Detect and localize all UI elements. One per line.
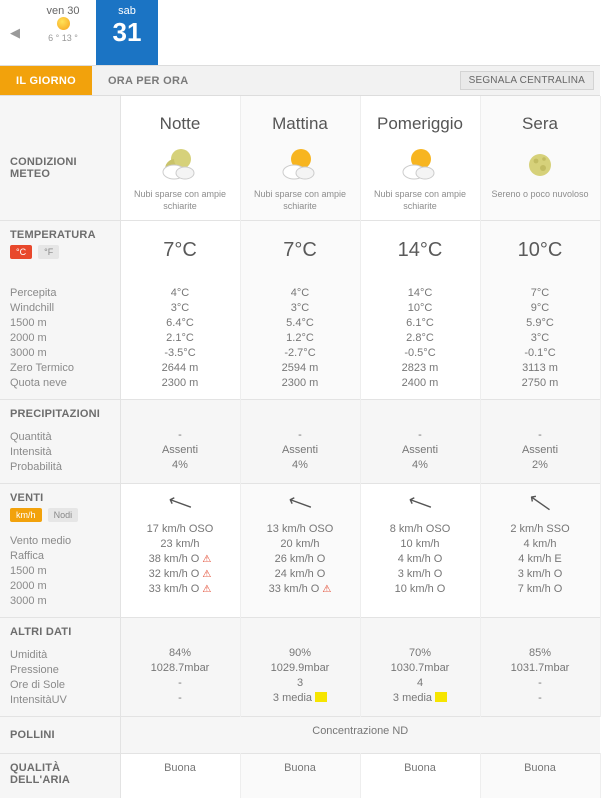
value-raffica: 4 km/h xyxy=(485,537,596,552)
aria-mattina: Buona xyxy=(240,754,360,798)
label-wind-2000m: 2000 m xyxy=(10,579,110,594)
column-header-mattina xyxy=(240,96,360,142)
value-1500m: 6.4°C xyxy=(125,316,236,331)
precip-mattina xyxy=(240,400,360,484)
table-row-qualita-aria xyxy=(0,754,600,798)
row-labels-temperature-details xyxy=(0,278,120,400)
day-temps: 6 ° 13 ° xyxy=(30,33,96,43)
value-quota-neve: 2400 m xyxy=(365,376,476,391)
value-3000m: -2.7°C xyxy=(245,346,356,361)
segnala-centralina-button[interactable]: SEGNALA CENTRALINA xyxy=(460,71,594,90)
value-intensita-uv: - xyxy=(485,691,596,706)
unit-kmh[interactable]: km/h xyxy=(10,508,42,522)
value-wind-1500m: 26 km/h O xyxy=(245,552,356,567)
weather-icon-cell-mattina xyxy=(240,142,360,188)
column-name: Mattina xyxy=(245,104,356,134)
label-raffica: Raffica xyxy=(10,549,110,564)
aria-pomeriggio: Buona xyxy=(360,754,480,798)
value-intensita: Assenti xyxy=(485,443,596,458)
value-quantita: - xyxy=(125,428,236,443)
value-intensita-uv: - xyxy=(125,691,236,706)
section-title-temperatura: TEMPERATURA xyxy=(10,229,110,241)
value-1500m: 5.4°C xyxy=(245,316,356,331)
value-umidita: 70% xyxy=(365,646,476,661)
pollini-value: Concentrazione ND xyxy=(120,717,600,754)
label-windchill: Windchill xyxy=(10,301,110,316)
value-quantita: - xyxy=(245,428,356,443)
value-intensita: Assenti xyxy=(125,443,236,458)
value-3000m: -0.1°C xyxy=(485,346,596,361)
label-3000m: 3000 m xyxy=(10,346,110,361)
value-3000m: -3.5°C xyxy=(125,346,236,361)
column-header-sera xyxy=(480,96,600,142)
label-intensita: Intensità xyxy=(10,445,110,460)
label-1500m: 1500 m xyxy=(10,316,110,331)
unit-fahrenheit[interactable]: °F xyxy=(38,245,59,259)
row-label-qualita-aria xyxy=(0,754,120,798)
temp-notte xyxy=(120,221,240,279)
tab-il-giorno[interactable]: IL GIORNO xyxy=(0,66,92,95)
temp-details-mattina xyxy=(240,278,360,400)
value-wind-2000m: 24 km/h O xyxy=(245,567,356,582)
day-strip xyxy=(0,0,600,66)
table-row-venti xyxy=(0,484,600,618)
value-umidita: 85% xyxy=(485,646,596,661)
wind-sera xyxy=(480,484,600,618)
wind-direction-arrow-icon: ⟶ xyxy=(244,474,356,533)
value-probabilita: 2% xyxy=(485,458,596,473)
value-intensita: Assenti xyxy=(245,443,356,458)
value-quantita: - xyxy=(365,428,476,443)
prev-day-arrow[interactable]: ◀ xyxy=(0,0,30,65)
value-quota-neve: 2300 m xyxy=(245,376,356,391)
label-umidita: Umidità xyxy=(10,648,110,663)
wind-direction-arrow-icon: ⟶ xyxy=(488,462,592,544)
value-wind-3000m: 33 km/h O xyxy=(269,583,320,595)
value-pressione: 1029.9mbar xyxy=(245,661,356,676)
column-header-notte xyxy=(120,96,240,142)
section-title-qualita-aria: QUALITÀ DELL'ARIA xyxy=(10,762,110,786)
value-2000m: 2.8°C xyxy=(365,331,476,346)
section-title-condizioni: CONDIZIONI METEO xyxy=(10,156,110,180)
value-wind-1500m: 4 km/h E xyxy=(485,552,596,567)
value-wind-3000m: 7 km/h O xyxy=(485,582,596,597)
condition-description: Nubi sparse con ampie schiarite xyxy=(121,188,240,220)
table-row-pollini xyxy=(0,717,600,754)
precip-pomeriggio xyxy=(360,400,480,484)
altri-mattina xyxy=(240,618,360,717)
column-header-pomeriggio xyxy=(360,96,480,142)
sun-icon xyxy=(30,17,96,33)
wind-direction-arrow-icon: ⟶ xyxy=(364,474,476,533)
label-quota-neve: Quota neve xyxy=(10,376,110,391)
section-title-venti: VENTI xyxy=(10,492,110,504)
condition-description: Nubi sparse con ampie schiarite xyxy=(361,188,480,220)
value-zero-termico: 2644 m xyxy=(125,361,236,376)
wind-direction-arrow-icon: ⟶ xyxy=(124,474,236,533)
uv-level-indicator xyxy=(315,692,327,702)
value-2000m: 1.2°C xyxy=(245,331,356,346)
tab-ora-per-ora[interactable]: ORA PER ORA xyxy=(92,66,205,95)
table-row-altri-dati xyxy=(0,618,600,717)
value-percepita: 4°C xyxy=(125,286,236,301)
value-percepita: 4°C xyxy=(245,286,356,301)
tab-bar xyxy=(0,66,600,96)
value-ore-di-sole: - xyxy=(485,676,596,691)
value-3000m: -0.5°C xyxy=(365,346,476,361)
section-title-altri-dati: ALTRI DATI xyxy=(10,626,110,638)
label-vento-medio: Vento medio xyxy=(10,534,110,549)
unit-celsius[interactable]: °C xyxy=(10,245,32,259)
value-pressione: 1028.7mbar xyxy=(125,661,236,676)
altri-sera xyxy=(480,618,600,717)
warning-icon: ⚠ xyxy=(202,554,211,565)
day-name: sab xyxy=(96,5,158,17)
table-row-temperature-details xyxy=(0,278,600,400)
uv-level-indicator xyxy=(435,692,447,702)
aria-sera: Buona xyxy=(480,754,600,798)
value-raffica: 23 km/h xyxy=(125,537,236,552)
value-pressione: 1030.7mbar xyxy=(365,661,476,676)
section-title-pollini: POLLINI xyxy=(10,729,110,741)
value-pressione: 1031.7mbar xyxy=(485,661,596,676)
value-vento-medio: 2 km/h SSO xyxy=(485,522,596,537)
value-raffica: 20 km/h xyxy=(245,537,356,552)
row-label-venti xyxy=(0,484,120,618)
value-2000m: 2.1°C xyxy=(125,331,236,346)
day-item-ven-30[interactable] xyxy=(30,0,96,65)
label-wind-1500m: 1500 m xyxy=(10,564,110,579)
value-zero-termico: 2823 m xyxy=(365,361,476,376)
aria-notte: Buona xyxy=(120,754,240,798)
column-name: Notte xyxy=(125,104,236,134)
row-label-altri-dati xyxy=(0,618,120,717)
value-zero-termico: 2594 m xyxy=(245,361,356,376)
value-intensita: Assenti xyxy=(365,443,476,458)
section-title-precipitazioni: PRECIPITAZIONI xyxy=(10,408,110,420)
value-windchill: 3°C xyxy=(125,301,236,316)
sun-cloud-icon xyxy=(361,142,480,188)
precip-notte xyxy=(120,400,240,484)
column-name: Pomeriggio xyxy=(365,104,476,134)
value-intensita-uv: 3 media xyxy=(273,692,312,704)
value-wind-2000m: 3 km/h O xyxy=(485,567,596,582)
temperature-value: 10°C xyxy=(485,229,596,270)
label-ore-di-sole: Ore di Sole xyxy=(10,678,110,693)
temp-sera xyxy=(480,221,600,279)
day-name: ven 30 xyxy=(30,5,96,17)
temp-details-notte xyxy=(120,278,240,400)
value-percepita: 7°C xyxy=(485,286,596,301)
value-ore-di-sole: 4 xyxy=(365,676,476,691)
value-windchill: 10°C xyxy=(365,301,476,316)
value-umidita: 84% xyxy=(125,646,236,661)
table-row-headers xyxy=(0,96,600,142)
value-wind-2000m: 32 km/h O xyxy=(149,568,200,580)
moon-icon xyxy=(481,142,600,188)
value-windchill: 3°C xyxy=(245,301,356,316)
value-ore-di-sole: - xyxy=(125,676,236,691)
value-wind-2000m: 3 km/h O xyxy=(365,567,476,582)
value-raffica: 10 km/h xyxy=(365,537,476,552)
temp-details-pomeriggio xyxy=(360,278,480,400)
value-quantita: - xyxy=(485,428,596,443)
label-pressione: Pressione xyxy=(10,663,110,678)
wind-notte xyxy=(120,484,240,618)
unit-nodi[interactable]: Nodi xyxy=(48,508,79,522)
sun-cloud-icon xyxy=(241,142,360,188)
wind-mattina xyxy=(240,484,360,618)
warning-icon: ⚠ xyxy=(322,584,331,595)
value-wind-3000m: 10 km/h O xyxy=(365,582,476,597)
cond-desc-notte xyxy=(120,188,240,221)
condition-description: Sereno o poco nuvoloso xyxy=(481,188,600,208)
value-wind-3000m: 33 km/h O xyxy=(149,583,200,595)
label-wind-3000m: 3000 m xyxy=(10,594,110,609)
warning-icon: ⚠ xyxy=(202,584,211,595)
temp-mattina xyxy=(240,221,360,279)
temperature-value: 7°C xyxy=(245,229,356,270)
label-zero-termico: Zero Termico xyxy=(10,361,110,376)
value-vento-medio: 13 km/h OSO xyxy=(245,522,356,537)
value-vento-medio: 17 km/h OSO xyxy=(125,522,236,537)
value-wind-1500m: 38 km/h O xyxy=(149,553,200,565)
wind-unit-toggle[interactable] xyxy=(10,508,110,522)
wind-pomeriggio xyxy=(360,484,480,618)
value-vento-medio: 8 km/h OSO xyxy=(365,522,476,537)
temp-details-sera xyxy=(480,278,600,400)
temperature-value: 14°C xyxy=(365,229,476,270)
value-intensita-uv: 3 media xyxy=(393,692,432,704)
altri-pomeriggio xyxy=(360,618,480,717)
table-row-temperature xyxy=(0,221,600,279)
value-quota-neve: 2750 m xyxy=(485,376,596,391)
day-item-sab-31[interactable] xyxy=(96,0,158,65)
row-label-pollini xyxy=(0,717,120,754)
column-name: Sera xyxy=(485,104,596,134)
row-label-condizioni xyxy=(0,96,120,221)
value-probabilita: 4% xyxy=(365,458,476,473)
value-probabilita: 4% xyxy=(245,458,356,473)
label-percepita: Percepita xyxy=(10,286,110,301)
label-probabilita: Probabilità xyxy=(10,460,110,475)
row-label-temperatura xyxy=(0,221,120,279)
label-quantita: Quantità xyxy=(10,430,110,445)
day-number: 31 xyxy=(96,17,158,47)
altri-notte xyxy=(120,618,240,717)
weather-icon-cell-pomeriggio xyxy=(360,142,480,188)
forecast-table xyxy=(0,96,601,798)
temperature-unit-toggle[interactable] xyxy=(10,245,110,259)
value-2000m: 3°C xyxy=(485,331,596,346)
label-2000m: 2000 m xyxy=(10,331,110,346)
value-windchill: 9°C xyxy=(485,301,596,316)
value-zero-termico: 3113 m xyxy=(485,361,596,376)
cond-desc-mattina xyxy=(240,188,360,221)
cloudy-moon-icon xyxy=(121,142,240,188)
value-percepita: 14°C xyxy=(365,286,476,301)
temperature-value: 7°C xyxy=(125,229,236,270)
label-intensita-uv: IntensitàUV xyxy=(10,693,110,708)
value-wind-1500m: 4 km/h O xyxy=(365,552,476,567)
value-quota-neve: 2300 m xyxy=(125,376,236,391)
row-label-precipitazioni xyxy=(0,400,120,484)
cond-desc-pomeriggio xyxy=(360,188,480,221)
weather-icon-cell-notte xyxy=(120,142,240,188)
value-1500m: 5.9°C xyxy=(485,316,596,331)
value-umidita: 90% xyxy=(245,646,356,661)
weather-icon-cell-sera xyxy=(480,142,600,188)
value-ore-di-sole: 3 xyxy=(245,676,356,691)
cond-desc-sera xyxy=(480,188,600,221)
temp-pomeriggio xyxy=(360,221,480,279)
value-1500m: 6.1°C xyxy=(365,316,476,331)
condition-description: Nubi sparse con ampie schiarite xyxy=(241,188,360,220)
value-probabilita: 4% xyxy=(125,458,236,473)
warning-icon: ⚠ xyxy=(202,569,211,580)
